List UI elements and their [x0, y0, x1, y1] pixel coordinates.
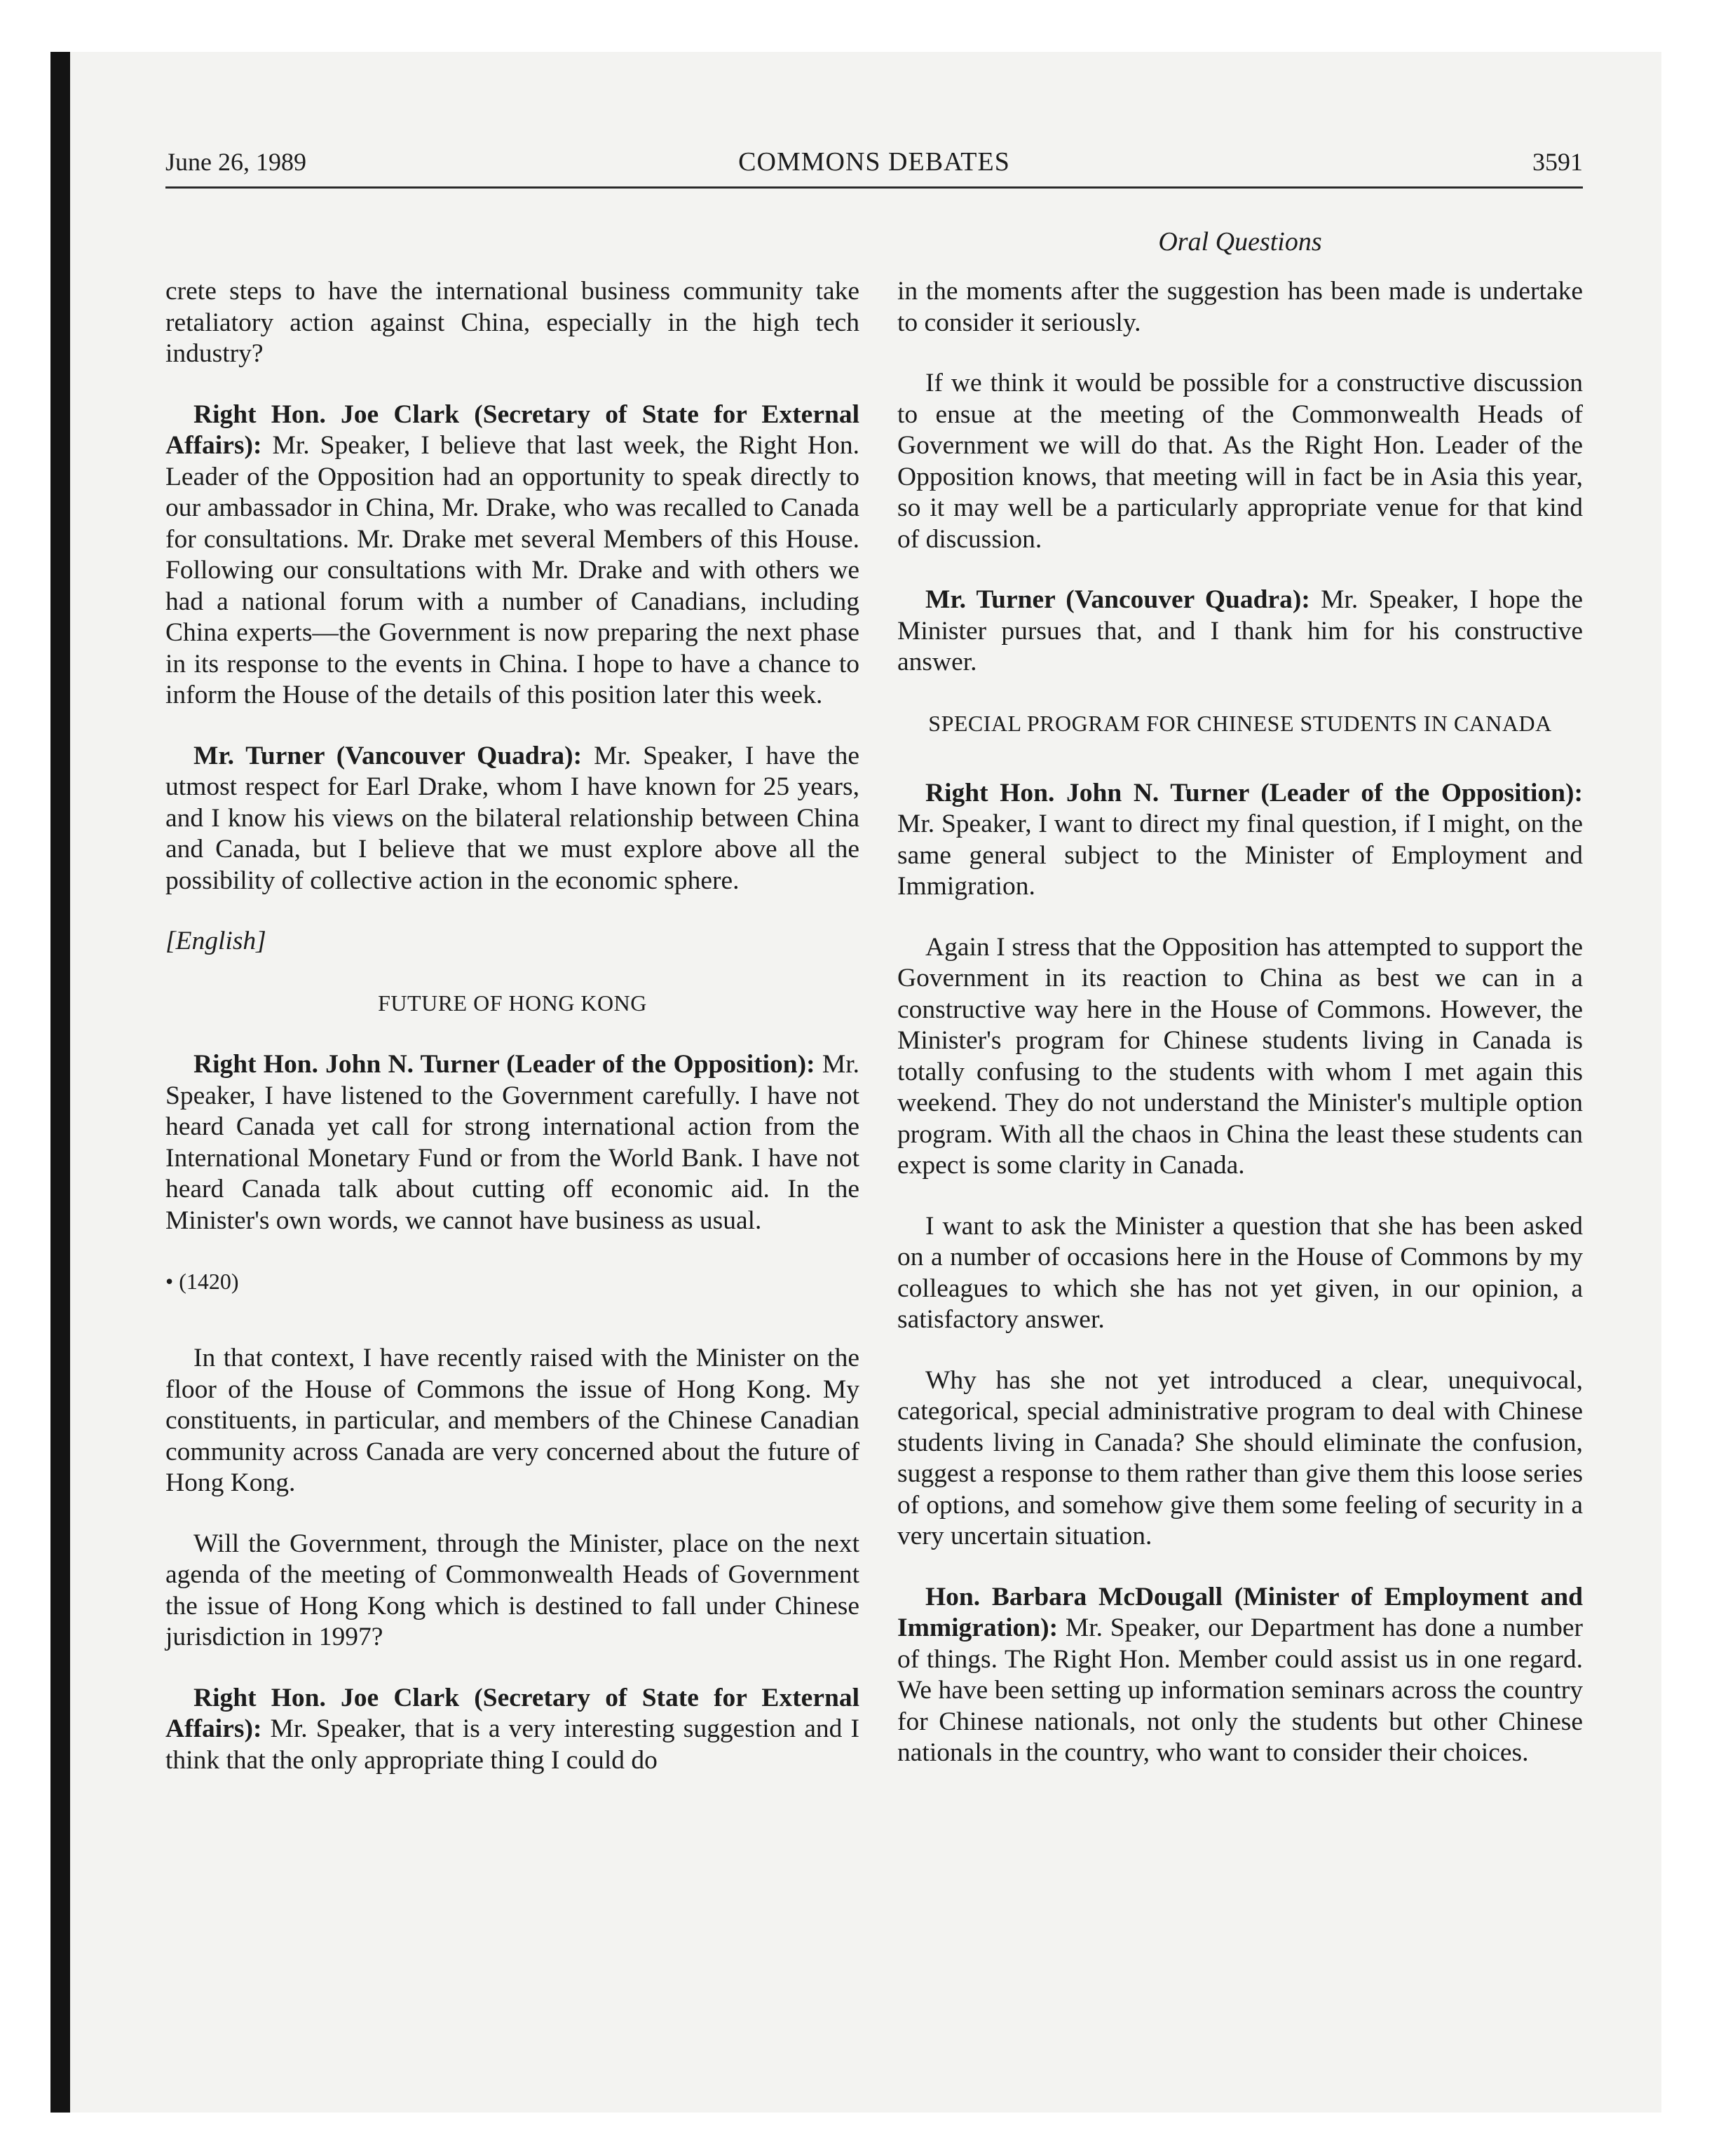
section-heading: SPECIAL PROGRAM FOR CHINESE STUDENTS IN CANADA	[928, 710, 1552, 736]
paragraph	[897, 778, 1583, 903]
paragraph	[897, 1582, 1583, 1769]
paragraph	[897, 585, 1583, 678]
speaker-name: Right Hon. Joe Clark (Secretary of State for External Affairs):	[165, 400, 859, 460]
left-column	[165, 276, 859, 1806]
paragraph	[165, 1683, 859, 1777]
language-tag: [English]	[165, 927, 266, 955]
speech-text: Mr. Speaker, I want to direct my final question, if I might, on the same general subject to the Minister of Employment and Immigration.	[897, 810, 1583, 901]
paragraph: Again I stress that the Opposition has attempted to support the Government in its reaction to China as best we can in a constructive way here in the House of Commons. However, the Minister's program for Chinese students living in Canada is totally confusing to the students with whom I met again this weekend. They do not understand the Minister's multiple option program. With all the chaos in China the least these students can expect is some clarity in Canada.	[897, 932, 1583, 1180]
header-rule	[165, 186, 1583, 189]
speaker-name: Mr. Turner (Vancouver Quadra):	[193, 741, 583, 770]
paragraph	[165, 741, 859, 897]
speaker-name: Hon. Barbara McDougall (Minister of Employment and Immigration):	[897, 1582, 1583, 1642]
speech-text: Mr. Speaker, I hope the Minister pursues that, and I thank him for his constructive answer.	[897, 585, 1583, 676]
speaker-name: Right Hon. John N. Turner (Leader of the Opposition):	[193, 1050, 815, 1079]
speech-text: Mr. Speaker, I have the utmost respect for Earl Drake, whom I have known for 25 years, and I know his views on the bilateral relationship between China and Canada, but I believe that we must explore above all the possibility of collective action in the economic sphere.	[165, 741, 859, 895]
speech-text: Mr. Speaker, that is a very interesting suggestion and I think that the only appropriate thing I could do	[165, 1714, 859, 1775]
paragraph: crete steps to have the international business community take retaliatory action against China, especially in the high tech industry?	[165, 277, 859, 368]
paragraph: Will the Government, through the Minister, place on the next agenda of the meeting of Commonwealth Heads of Government the issue of Hong Kong which is destined to fall under Chinese jurisdiction in 1997?	[165, 1529, 859, 1651]
speaker-name: Mr. Turner (Vancouver Quadra):	[925, 585, 1310, 614]
section-label: Oral Questions	[1158, 227, 1322, 257]
paragraph: in the moments after the suggestion has been made is undertake to consider it seriously.	[897, 277, 1583, 337]
paragraph: In that context, I have recently raised with the Minister on the floor of the House of Commons the issue of Hong Kong. My constituents, in particular, and members of the Chinese Canadian community across Canada are very concerned about the future of Hong Kong.	[165, 1344, 859, 1497]
paragraph: I want to ask the Minister a question that she has been asked on a number of occasions here in the House of Commons by my colleagues to which she has not yet given, in our opinion, a satisfactory answer.	[897, 1211, 1583, 1334]
paragraph	[165, 1049, 859, 1236]
scan-edge-bar	[50, 52, 70, 2113]
right-column	[897, 276, 1583, 1799]
paragraph: If we think it would be possible for a constructive discussion to ensue at the meeting of the Commonwealth Heads of Government we will do that. As the Right Hon. Leader of the Opposition knows, that meeting will in fact be in Asia this year, so it may well be a particularly appropriate venue for that kind of discussion.	[897, 369, 1583, 554]
speech-text: Mr. Speaker, our Department has done a number of things. The Right Hon. Member could assist us in one regard. We have been setting up information seminars across the country for Chinese nationals, not only the students but other Chinese nationals in the country, who want to consider their choices.	[897, 1613, 1583, 1767]
header-title: COMMONS DEBATES	[738, 147, 1010, 177]
timestamp-marker: • (1420)	[165, 1269, 239, 1294]
speech-text: Mr. Speaker, I believe that last week, the Right Hon. Leader of the Opposition had an opportunity to speak directly to our ambassador in China, Mr. Drake, who was recalled to Canada for consultations. Mr. Drake met several Members of this House. Following our consultations with Mr. Drake and with others we had a national forum with a number of Canadians, including China experts—the Government is now preparing the next phase in its response to the events in China. I hope to have a chance to inform the House of the details of this position later this week.	[165, 431, 859, 709]
paragraph	[165, 400, 859, 711]
header-date: June 26, 1989	[165, 148, 306, 176]
speech-text: Mr. Speaker, I have listened to the Government carefully. I have not heard Canada yet call for strong international action from the International Monetary Fund or from the World Bank. I have not heard Canada talk about cutting off economic aid. In the Minister's own words, we cannot have business as usual.	[165, 1050, 859, 1235]
header-page-number: 3591	[1532, 148, 1583, 176]
paragraph: Why has she not yet introduced a clear, unequivocal, categorical, special administrative program to deal with Chinese students living in Canada? She should eliminate the confusion, suggest a response to them rather than give them this loose series of options, and somehow give them some feeling of security in a very uncertain situation.	[897, 1365, 1583, 1550]
speaker-name: Right Hon. Joe Clark (Secretary of State for External Affairs):	[165, 1683, 859, 1743]
section-heading: FUTURE OF HONG KONG	[378, 990, 647, 1016]
running-header	[165, 144, 1583, 179]
speaker-name: Right Hon. John N. Turner (Leader of the Opposition):	[925, 778, 1583, 807]
